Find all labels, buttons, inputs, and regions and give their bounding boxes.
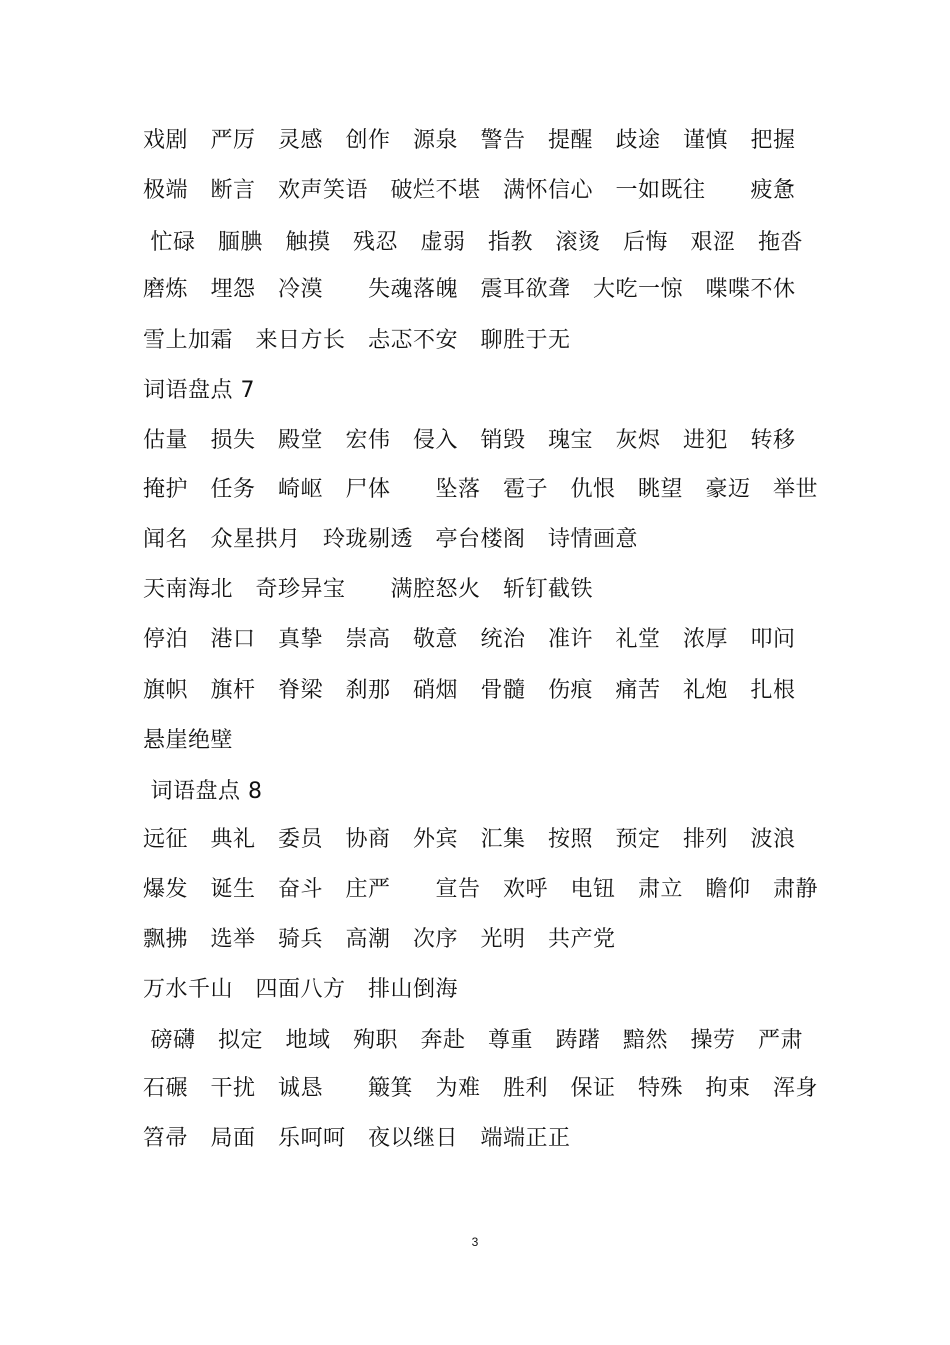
text-line: 停泊 港口 真挚 崇高 敬意 统治 准许 礼堂 浓厚 叩问	[143, 627, 796, 652]
text-line: 万水千山 四面八方 排山倒海	[143, 977, 459, 1002]
text-line: 爆发 诞生 奋斗 庄严 宣告 欢呼 电钮 肃立 瞻仰 肃静	[143, 877, 819, 902]
text-line: 估量 损失 殿堂 宏伟 侵入 销毁 瑰宝 灰烬 进犯 转移	[143, 428, 796, 453]
section-heading: 词语盘点 8	[143, 779, 263, 804]
text-line: 雪上加霜 来日方长 忐忑不安 聊胜于无	[143, 328, 571, 353]
text-line: 磅礴 拟定 地域 殉职 奔赴 尊重 踌躇 黯然 操劳 严肃	[143, 1028, 803, 1053]
text-line: 极端 断言 欢声笑语 破烂不堪 满怀信心 一如既往 疲惫	[143, 178, 796, 203]
page-number: 3	[471, 1235, 479, 1249]
section-heading: 词语盘点 7	[143, 378, 255, 403]
text-line: 远征 典礼 委员 协商 外宾 汇集 按照 预定 排列 波浪	[143, 827, 796, 852]
text-line: 飘拂 选举 骑兵 高潮 次序 光明 共产党	[143, 927, 616, 952]
text-line: 忙碌 腼腆 触摸 残忍 虚弱 指教 滚烫 后悔 艰涩 拖沓	[143, 230, 803, 255]
text-line: 掩护 任务 崎岖 尸体 坠落 雹子 仇恨 眺望 豪迈 举世	[143, 477, 819, 502]
text-line: 石碾 干扰 诚恳 簸箕 为难 胜利 保证 特殊 拘束 浑身	[143, 1076, 819, 1101]
text-line: 笤帚 局面 乐呵呵 夜以继日 端端正正	[143, 1126, 571, 1151]
text-line: 闻名 众星拱月 玲珑剔透 亭台楼阁 诗情画意	[143, 527, 639, 552]
text-line: 天南海北 奇珍异宝 满腔怒火 斩钉截铁	[143, 577, 594, 602]
text-line: 旗帜 旗杆 脊梁 刹那 硝烟 骨髓 伤痕 痛苦 礼炮 扎根	[143, 678, 796, 703]
text-line: 磨炼 埋怨 冷漠 失魂落魄 震耳欲聋 大吃一惊 喋喋不休	[143, 277, 796, 302]
text-line: 悬崖绝壁	[143, 728, 234, 753]
text-line: 戏剧 严厉 灵感 创作 源泉 警告 提醒 歧途 谨慎 把握	[143, 128, 796, 153]
